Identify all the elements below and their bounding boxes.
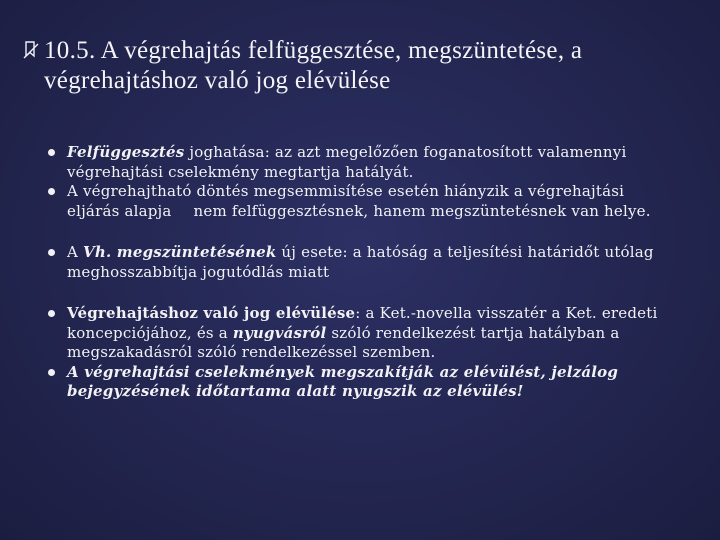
strong-text: Végrehajtáshoz való jog elévülése — [67, 304, 356, 322]
bookmark-icon — [22, 40, 40, 60]
bullet-icon — [48, 310, 55, 317]
emphasis-text: Felfüggesztés — [67, 143, 185, 161]
bullet-group-2 — [45, 243, 665, 282]
emphasis-text: nyugvásról — [232, 323, 327, 342]
item-text: joghatása: az azt megelőzően foganatosított valamennyi végrehajtási cselekmény megtartja hatályát. — [67, 143, 627, 181]
bullet-group-3 — [45, 304, 665, 402]
slide-title: 10.5. A végrehajtás felfüggesztése, megszüntetése, a végrehajtáshoz való jog elévülése — [44, 37, 583, 94]
bullet-icon — [48, 249, 55, 256]
item-text: A végrehajtható döntés megsemmisítése esetén hiányzik a végrehajtási eljárás alapja — [67, 182, 625, 220]
item-text: új esete: a hatóság a teljesítési határidőt utólag meghosszabbítja jogutódlás miatt — [67, 243, 654, 281]
list-item — [45, 243, 665, 282]
bullet-icon — [48, 188, 55, 195]
title-block — [22, 36, 682, 96]
emphasis-text: Vh. megszüntetésének — [83, 243, 277, 261]
list-item — [45, 182, 665, 221]
emphasis-text: A végrehajtási cselekmények megszakítják az elévülést, jelzálog bejegyzésének időtartama alatt nyugszik az elévülés! — [67, 362, 619, 400]
content — [45, 143, 665, 424]
item-text: A — [67, 243, 84, 261]
list-item — [45, 363, 665, 402]
item-text: szóló rendelkezést tartja hatályban a megszakadásról szóló rendelkezéssel szemben. — [67, 323, 620, 361]
list-item — [45, 143, 665, 182]
item-text: nem felfüggesztésnek, hanem megszüntetésnek van helye. — [193, 201, 651, 220]
bullet-group-1 — [45, 143, 665, 221]
item-text: : a Ket.-novella visszatér a Ket. eredeti koncepciójához, és a — [67, 304, 658, 342]
bullet-icon — [48, 149, 55, 156]
bullet-icon — [48, 369, 55, 376]
list-item — [45, 304, 665, 363]
